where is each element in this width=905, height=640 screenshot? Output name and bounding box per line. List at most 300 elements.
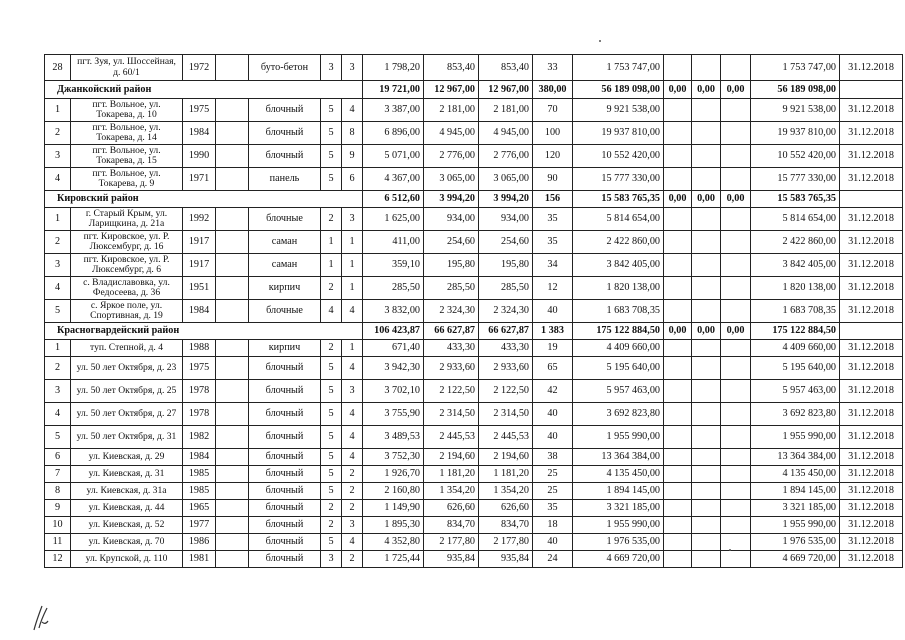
table-cell: 1917	[183, 254, 216, 277]
table-cell	[664, 380, 692, 403]
table-cell: 3	[342, 517, 363, 534]
table-cell	[216, 231, 249, 254]
table-cell: 5	[321, 99, 342, 122]
summary-cell: 0,00	[664, 81, 692, 99]
table-cell	[721, 466, 751, 483]
table-cell: 2 177,80	[479, 534, 533, 551]
table-cell: 2	[321, 517, 342, 534]
table-cell: 1917	[183, 231, 216, 254]
table-cell	[721, 534, 751, 551]
table-cell	[721, 122, 751, 145]
table-cell	[692, 466, 721, 483]
table-cell: 33	[533, 55, 573, 81]
table-cell: 626,60	[479, 500, 533, 517]
table-cell: 433,30	[424, 340, 479, 357]
table-cell: 31.12.2018	[840, 380, 903, 403]
table-cell: 1 753 747,00	[573, 55, 664, 81]
table-cell: блочный	[249, 534, 321, 551]
table-cell: 19	[533, 340, 573, 357]
table-cell	[721, 145, 751, 168]
table-cell	[216, 208, 249, 231]
table-cell	[721, 208, 751, 231]
table-cell: блочные	[249, 300, 321, 323]
table-cell: 5	[321, 426, 342, 449]
table-cell: 1 895,30	[363, 517, 424, 534]
table-cell: 1985	[183, 483, 216, 500]
table-cell	[216, 357, 249, 380]
table-cell: 2 122,50	[424, 380, 479, 403]
district-summary-row	[45, 81, 903, 99]
table-cell: 1985	[183, 466, 216, 483]
summary-cell: 3 994,20	[424, 191, 479, 208]
address-cell: ул. Киевская, д. 31а	[71, 483, 183, 500]
table-cell: 2 445,53	[424, 426, 479, 449]
table-cell: 254,60	[479, 231, 533, 254]
address-cell: ул. 50 лет Октября, д. 25	[71, 380, 183, 403]
table-cell: 6	[342, 168, 363, 191]
table-cell: 934,00	[479, 208, 533, 231]
table-cell	[721, 500, 751, 517]
table-cell	[721, 340, 751, 357]
table-cell	[664, 466, 692, 483]
table-cell: 4	[45, 277, 71, 300]
table-cell: 1 625,00	[363, 208, 424, 231]
table-cell: 4 135 450,00	[573, 466, 664, 483]
table-cell	[216, 517, 249, 534]
table-cell	[721, 517, 751, 534]
table-cell	[216, 534, 249, 551]
table-cell: 1951	[183, 277, 216, 300]
table-cell	[692, 517, 721, 534]
table-cell: 1 683 708,35	[573, 300, 664, 323]
table-cell	[216, 277, 249, 300]
table-cell	[692, 168, 721, 191]
table-cell: 285,50	[424, 277, 479, 300]
table-row	[45, 426, 903, 449]
table-cell	[692, 99, 721, 122]
table-cell: 31.12.2018	[840, 357, 903, 380]
table-cell: 4 352,80	[363, 534, 424, 551]
table-cell	[692, 551, 721, 568]
table-cell: 3	[321, 55, 342, 81]
table-cell	[216, 380, 249, 403]
table-cell: 2 181,00	[424, 99, 479, 122]
table-row	[45, 340, 903, 357]
summary-cell: 175 122 884,50	[751, 323, 840, 340]
table-cell: 2	[321, 500, 342, 517]
table-cell	[664, 357, 692, 380]
table-cell: 285,50	[479, 277, 533, 300]
table-cell	[721, 449, 751, 466]
summary-cell: 175 122 884,50	[573, 323, 664, 340]
table-cell: 4	[342, 403, 363, 426]
address-cell: с. Владиславовка, ул. Федосеева, д. 36	[71, 277, 183, 300]
table-cell: 1971	[183, 168, 216, 191]
table-cell: 1 683 708,35	[751, 300, 840, 323]
table-cell: 9 921 538,00	[751, 99, 840, 122]
scan-speck	[729, 549, 731, 551]
table-cell: 5	[321, 357, 342, 380]
table-cell	[216, 340, 249, 357]
table-cell: 10 552 420,00	[751, 145, 840, 168]
table-cell	[664, 500, 692, 517]
table-cell	[216, 403, 249, 426]
table-cell: 2	[45, 122, 71, 145]
table-cell: 2 160,80	[363, 483, 424, 500]
table-cell: 2	[321, 340, 342, 357]
table-cell: 2	[342, 500, 363, 517]
table-cell: 935,84	[479, 551, 533, 568]
table-cell	[721, 168, 751, 191]
table-cell: 5	[321, 449, 342, 466]
summary-cell: 12 967,00	[479, 81, 533, 99]
table-cell	[721, 99, 751, 122]
summary-cell: 106 423,87	[363, 323, 424, 340]
table-cell	[721, 380, 751, 403]
table-cell: 1	[342, 277, 363, 300]
table-cell: 1984	[183, 122, 216, 145]
table-cell: саман	[249, 254, 321, 277]
table-cell: 3 752,30	[363, 449, 424, 466]
table-cell: 4 945,00	[479, 122, 533, 145]
table-cell: 1 753 747,00	[751, 55, 840, 81]
table-cell: 7	[45, 466, 71, 483]
table-cell: 31.12.2018	[840, 340, 903, 357]
table-cell: 2 776,00	[479, 145, 533, 168]
table-cell: панель	[249, 168, 321, 191]
table-cell: 1 976 535,00	[573, 534, 664, 551]
table-cell	[216, 122, 249, 145]
table-cell: 934,00	[424, 208, 479, 231]
table-cell: 1 955 990,00	[751, 517, 840, 534]
table-cell: 31.12.2018	[840, 449, 903, 466]
table-cell: 4	[342, 449, 363, 466]
table-cell	[216, 55, 249, 81]
table-cell: 3 755,90	[363, 403, 424, 426]
table-cell: 834,70	[479, 517, 533, 534]
table-cell: 34	[533, 254, 573, 277]
address-cell: пгт. Кировское, ул. Р. Люксембург, д. 6	[71, 254, 183, 277]
table-cell: 40	[533, 403, 573, 426]
housing-repair-table	[44, 54, 903, 568]
table-cell	[692, 380, 721, 403]
table-cell	[692, 483, 721, 500]
summary-cell: 6 512,60	[363, 191, 424, 208]
summary-cell: 0,00	[664, 323, 692, 340]
table-cell: 35	[533, 231, 573, 254]
table-cell	[721, 403, 751, 426]
table-row	[45, 551, 903, 568]
table-row	[45, 145, 903, 168]
table-row	[45, 403, 903, 426]
table-cell: 3 842 405,00	[573, 254, 664, 277]
table-cell: 35	[533, 208, 573, 231]
table-cell: 1	[342, 254, 363, 277]
table-cell: 4	[342, 426, 363, 449]
table-cell: 5	[321, 168, 342, 191]
table-cell	[692, 426, 721, 449]
table-cell: 3	[342, 55, 363, 81]
summary-cell: 3 994,20	[479, 191, 533, 208]
table-cell	[664, 403, 692, 426]
summary-cell: 15 583 765,35	[573, 191, 664, 208]
table-cell: 4 409 660,00	[751, 340, 840, 357]
table-cell: 359,10	[363, 254, 424, 277]
table-cell: 5	[321, 466, 342, 483]
table-cell: 100	[533, 122, 573, 145]
table-cell: 853,40	[479, 55, 533, 81]
address-cell: ул. Киевская, д. 29	[71, 449, 183, 466]
table-body	[45, 55, 903, 568]
table-cell: 4 945,00	[424, 122, 479, 145]
table-cell: 31.12.2018	[840, 500, 903, 517]
table-cell	[721, 357, 751, 380]
table-cell: 9	[45, 500, 71, 517]
table-cell: 24	[533, 551, 573, 568]
table-cell: 2 422 860,00	[573, 231, 664, 254]
table-cell: 3 692 823,80	[573, 403, 664, 426]
district-name-cell: Джанкойский район	[45, 81, 363, 99]
table-cell	[721, 551, 751, 568]
table-cell: 5 195 640,00	[751, 357, 840, 380]
table-cell	[692, 300, 721, 323]
table-cell: 31.12.2018	[840, 231, 903, 254]
table-cell: 1984	[183, 300, 216, 323]
summary-cell: 0,00	[721, 81, 751, 99]
table-cell: 90	[533, 168, 573, 191]
table-cell	[664, 145, 692, 168]
table-cell	[692, 145, 721, 168]
table-row	[45, 300, 903, 323]
table-cell: 4	[342, 99, 363, 122]
summary-cell: 0,00	[664, 191, 692, 208]
table-cell	[692, 403, 721, 426]
table-cell: 4	[321, 300, 342, 323]
table-cell	[721, 483, 751, 500]
table-cell: 10 552 420,00	[573, 145, 664, 168]
table-cell: 2	[321, 208, 342, 231]
table-cell: блочный	[249, 517, 321, 534]
table-cell: 5 195 640,00	[573, 357, 664, 380]
table-row	[45, 483, 903, 500]
table-cell: кирпич	[249, 340, 321, 357]
table-cell: 15 777 330,00	[573, 168, 664, 191]
table-cell: 1 354,20	[424, 483, 479, 500]
table-cell: 3 832,00	[363, 300, 424, 323]
table-cell: 5 957 463,00	[751, 380, 840, 403]
district-summary-row	[45, 323, 903, 340]
table-cell: 12	[533, 277, 573, 300]
table-cell: блочный	[249, 122, 321, 145]
summary-cell: 380,00	[533, 81, 573, 99]
table-cell	[692, 122, 721, 145]
table-cell: 5	[321, 145, 342, 168]
table-cell: 3 065,00	[424, 168, 479, 191]
summary-cell: 156	[533, 191, 573, 208]
table-cell: 15 777 330,00	[751, 168, 840, 191]
table-cell: блочный	[249, 449, 321, 466]
table-cell: 28	[45, 55, 71, 81]
table-cell: 2 194,60	[479, 449, 533, 466]
table-cell: блочный	[249, 99, 321, 122]
table-cell: 3 702,10	[363, 380, 424, 403]
table-cell: 411,00	[363, 231, 424, 254]
table-cell: саман	[249, 231, 321, 254]
table-cell: 5 957 463,00	[573, 380, 664, 403]
table-cell: 2 933,60	[424, 357, 479, 380]
table-cell: 626,60	[424, 500, 479, 517]
table-cell: блочный	[249, 483, 321, 500]
table-cell: 1965	[183, 500, 216, 517]
table-cell: 3	[45, 254, 71, 277]
table-cell: блочный	[249, 357, 321, 380]
table-cell: 3 065,00	[479, 168, 533, 191]
table-cell	[216, 449, 249, 466]
table-cell: 3 692 823,80	[751, 403, 840, 426]
table-cell	[664, 534, 692, 551]
table-cell: блочный	[249, 466, 321, 483]
summary-cell: 12 967,00	[424, 81, 479, 99]
table-row	[45, 99, 903, 122]
table-cell: 1984	[183, 449, 216, 466]
table-row	[45, 208, 903, 231]
table-cell	[664, 168, 692, 191]
table-cell: 5	[321, 534, 342, 551]
table-cell: 1975	[183, 357, 216, 380]
table-cell: 31.12.2018	[840, 403, 903, 426]
table-cell: 1	[342, 231, 363, 254]
table-cell: 5	[321, 403, 342, 426]
table-cell: 19 937 810,00	[751, 122, 840, 145]
table-cell	[664, 426, 692, 449]
table-cell: 2	[321, 277, 342, 300]
table-row	[45, 122, 903, 145]
table-cell: 1 798,20	[363, 55, 424, 81]
table-cell	[664, 483, 692, 500]
summary-cell	[840, 81, 903, 99]
summary-cell: 0,00	[692, 191, 721, 208]
table-cell	[692, 500, 721, 517]
district-name-cell: Красногвардейский район	[45, 323, 363, 340]
table-cell: 285,50	[363, 277, 424, 300]
table-cell	[692, 534, 721, 551]
table-cell: 70	[533, 99, 573, 122]
address-cell: ул. Крупской, д. 110	[71, 551, 183, 568]
table-cell: 853,40	[424, 55, 479, 81]
table-cell: 2 122,50	[479, 380, 533, 403]
table-cell	[216, 500, 249, 517]
table-cell: 1 181,20	[424, 466, 479, 483]
summary-cell: 0,00	[692, 323, 721, 340]
table-cell: 35	[533, 500, 573, 517]
table-cell	[216, 99, 249, 122]
table-cell	[664, 208, 692, 231]
table-cell	[664, 122, 692, 145]
table-cell: 3	[342, 380, 363, 403]
table-cell: 31.12.2018	[840, 254, 903, 277]
table-cell	[721, 254, 751, 277]
summary-cell: 56 189 098,00	[751, 81, 840, 99]
table-cell: 3	[45, 380, 71, 403]
table-cell	[692, 208, 721, 231]
table-cell: 1992	[183, 208, 216, 231]
table-cell: 1981	[183, 551, 216, 568]
table-cell: 3 489,53	[363, 426, 424, 449]
table-cell	[721, 277, 751, 300]
table-cell: 42	[533, 380, 573, 403]
table-cell: 1 149,90	[363, 500, 424, 517]
table-cell: 2 422 860,00	[751, 231, 840, 254]
table-cell	[664, 254, 692, 277]
table-cell	[721, 55, 751, 81]
table-cell: 31.12.2018	[840, 483, 903, 500]
table-cell: 935,84	[424, 551, 479, 568]
table-cell: 2	[342, 551, 363, 568]
table-cell: 2 194,60	[424, 449, 479, 466]
table-cell: 65	[533, 357, 573, 380]
table-cell: 1 976 535,00	[751, 534, 840, 551]
table-cell: 1	[45, 340, 71, 357]
table-cell: 1	[45, 99, 71, 122]
table-row	[45, 500, 903, 517]
table-cell: 1990	[183, 145, 216, 168]
table-cell: 31.12.2018	[840, 517, 903, 534]
district-name-cell: Кировский район	[45, 191, 363, 208]
table-cell: 3	[45, 145, 71, 168]
table-cell: 25	[533, 483, 573, 500]
table-cell: 5	[45, 300, 71, 323]
summary-cell	[840, 191, 903, 208]
table-cell	[216, 466, 249, 483]
table-cell: 31.12.2018	[840, 300, 903, 323]
table-cell: 2	[45, 357, 71, 380]
table-cell	[216, 300, 249, 323]
table-cell: 3 387,00	[363, 99, 424, 122]
scan-speck	[599, 40, 601, 42]
summary-cell: 0,00	[721, 191, 751, 208]
table-row	[45, 55, 903, 81]
table-cell	[664, 551, 692, 568]
table-cell	[692, 357, 721, 380]
table-cell: блочный	[249, 551, 321, 568]
table-cell: 1 354,20	[479, 483, 533, 500]
table-cell: 2 933,60	[479, 357, 533, 380]
table-cell: 1 926,70	[363, 466, 424, 483]
table-cell	[216, 168, 249, 191]
table-cell	[216, 551, 249, 568]
table-cell: блочный	[249, 403, 321, 426]
table-cell: 1 894 145,00	[751, 483, 840, 500]
table-cell: 31.12.2018	[840, 99, 903, 122]
address-cell: туп. Степной, д. 4	[71, 340, 183, 357]
table-cell: блочный	[249, 426, 321, 449]
table-cell	[216, 426, 249, 449]
summary-cell	[840, 323, 903, 340]
address-cell: ул. Киевская, д. 52	[71, 517, 183, 534]
table-cell: 31.12.2018	[840, 466, 903, 483]
table-cell	[721, 300, 751, 323]
table-cell: 2 324,30	[424, 300, 479, 323]
table-cell: 1 820 138,00	[751, 277, 840, 300]
table-cell: 1 955 990,00	[751, 426, 840, 449]
table-cell: 38	[533, 449, 573, 466]
table-cell: 3	[321, 551, 342, 568]
table-cell	[664, 449, 692, 466]
table-cell: 31.12.2018	[840, 534, 903, 551]
address-cell: ул. Киевская, д. 31	[71, 466, 183, 483]
address-cell: с. Яркое поле, ул. Спортивная, д. 19	[71, 300, 183, 323]
address-cell: ул. 50 лет Октября, д. 23	[71, 357, 183, 380]
